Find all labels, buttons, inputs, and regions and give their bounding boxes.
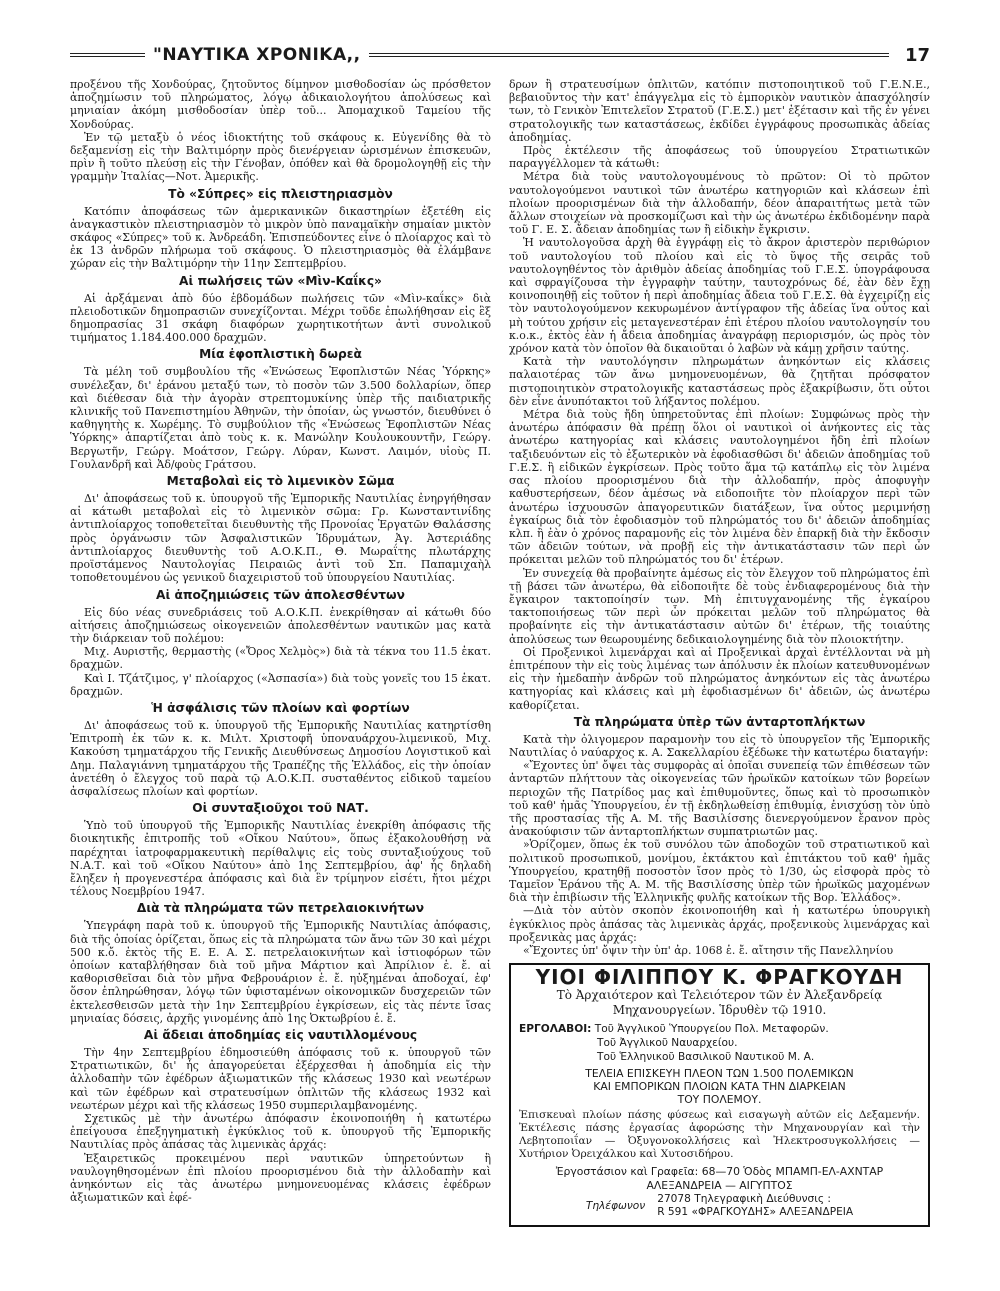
ad-subtitle-line: Μηχανουργείων. Ἱδρυθὲν τῷ 1910. <box>612 1003 827 1018</box>
ad-title: ΥΙΟΙ ΦΙΛΙΠΠΟΥ Κ. ΦΡΑΓΚΟΥΔΗ <box>535 965 904 990</box>
header-rule-left <box>70 53 145 57</box>
left-column <box>70 78 491 1268</box>
article-paragraph: Κατόπιν ἀποφάσεως τῶν ἀμερικανικῶν δικαστηρίων ἐξετέθη εἰς ἀναγκαστικὸν πλειστηριασμὸν τὸ μικρὸν ὑπὸ παναμαϊκὴν σημαίαν μικτὸν σκάφος «Σύπρες» τοῦ κ. Ἀνδρεάδη. Ἐπισπεύδοντες εἶνε ὁ πλοίαρχος καὶ τὸ ἐκ 13 ἀνδρῶν πλήρωμα τοῦ σκάφους. Ὁ πλειστηριασμὸς θὰ ἐλάμβανε χώραν εἰς τὴν Βαλτιμόρην τὴν 11ην Σεπτεμβρίου. <box>70 204 491 271</box>
ad-contractor: Τοῦ Ἀγγλικοῦ Ὑπουργείου Πολ. Μεταφορῶν. <box>594 1023 829 1036</box>
ad-contractors <box>519 1022 920 1064</box>
article-paragraph: Κατὰ τὴν ὀλιγομερον παραμονὴν του εἰς τὸ ὑπουργεῖον τῆς Ἐμπορικῆς Ναυτιλίας ὁ ναύαρχος κ. Α. Σακελλαρίου ἐξέδωκε τὴν κατωτέρω διαταγήν: <box>509 732 930 759</box>
page-number: 17 <box>904 44 930 66</box>
article-paragraph: Ἡ ναυτολογοῦσα ἀρχὴ θὰ ἐγγράφῃ εἰς τὸ ἄκρον ἀριστερὸν περιθώριον τοῦ ναυτολογίου τοῦ πλοίου καὶ εἰς τὸ ὕψος τῆς σειρᾶς τοῦ ναυτολογηθέντος τὸν ἀριθμὸν ἀδείας ἀποδημίας τοῦ Γ.Ε.Σ. ὑπογράφουσα καὶ σφραγίζουσα τὴν ἐγγραφὴν ταύτην, ταυτοχρόνως δέ, ἐὰν δὲν ἔχῃ κοινοποιηθῇ εἰς τοῦτον ἡ περὶ ἀποδημίας ἄδεια τοῦ Γ.Ε.Σ. θὰ ἐγχειρίζῃ εἰς τὸν ναυτολογούμενον κεκυρωμένον ἀντίγραφον τῆς ἀδείας ἵνα οὗτος καὶ μὴ τούτου χρήσιν εἰς μεταγενεστέραν ἐπὶ ἑτέρου πλοίου ναυτολογησίν του κ.ο.κ., ἐκτὸς ἐὰν ἡ ἄδεια ἀποδημίας ἀναγράφῃ περιορισμόν, ὡς πρὸς τὸν χρόνον κατὰ τὸν ὁποῖον θὰ δικαιοῦται ὁ λαβὼν νὰ κάμῃ χρῆσιν ταύτης. <box>509 236 930 356</box>
article-paragraph: Πρὸς ἐκτέλεσιν τῆς ἀποφάσεως τοῦ ὑπουργείου Στρατιωτικῶν παραγγέλλομεν τὰ κάτωθι: <box>509 144 930 171</box>
article-paragraph: Ἐξαιρετικῶς προκειμένου περὶ ναυτικῶν ὑπηρετούντων ἢ ναυλογηθησομένων ἐπὶ πλοίου προορισμένου διὰ τὴν ἀλλοδαπὴν καὶ ἀνηκόντων εἰς τὰς ἀνωτέρω μνημονευομένας κλάσεις ἐφέδρων ἀξιωματικῶν καὶ ἐφέ- <box>70 1151 491 1205</box>
ad-caps-line: ΤΟΥ ΠΟΛΕΜΟΥ. <box>677 1093 762 1107</box>
article-heading-sypres: Τὸ «Σύπρες» εἰς πλειστηριασμὸν <box>168 186 393 201</box>
right-column <box>509 78 930 1268</box>
ad-caps-line: ΚΑΙ ΕΜΠΟΡΙΚΩΝ ΠΛΟΙΩΝ ΚΑΤΑ ΤΗΝ ΔΙΑΡΚΕΙΑΝ <box>593 1080 846 1094</box>
article-paragraph: Τὰ μέλη τοῦ συμβουλίου τῆς «Ἑνώσεως Ἐφοπλιστῶν Νέας Ὑόρκης» συνέλεξαν, δι' ἐράνου μεταξύ των, τὸ ποσὸν τῶν 3.500 δολλαρίων, ὅπερ καὶ διέθεσαν διὰ τὴν ἀγορὰν στρεπτομυκίνης ὑπὲρ τῆς παιδιατρικῆς κλινικῆς τοῦ Πανεπιστημίου Ἀθηνῶν, τὴν ὁποίαν, ὡς γνωστόν, διευθύνει ὁ καθηγητὴς κ. Χωρέμης. Τὸ συμβούλιον τῆς «Ἑνώσεως Ἐφοπλιστῶν Νέας Ὑόρκης» ἀπαρτίζεται ἀπὸ τοὺς κ. κ. Μανώλην Κουλουκουντῆν, Γεώργ. Βεργωτῆν, Γεώργ. Μοάτσον, Γεώργ. Λύραν, Κωνστ. Λαιμόν, υἱοὺς Π. Γουλανδρῆ καὶ Ἀδ/φοὺς Γράτσου. <box>70 365 491 471</box>
page-header <box>70 40 930 70</box>
ad-contractor: Τοῦ Ἑλληνικοῦ Βασιλικοῦ Ναυτικοῦ Μ. Α. <box>597 1051 815 1064</box>
article-heading-min-kaiks: Αἱ πωλήσεις τῶν «Μὶν-Καΐκς» <box>179 273 382 288</box>
ad-repair-notice <box>519 1067 920 1106</box>
ad-phone-line: R 591 «ΦΡΑΓΚΟΥΔΗΣ» ΑΛΕΞΑΝΔΡΕΙΑ <box>657 1206 854 1219</box>
article-paragraph: Κατὰ τὴν ναυτολόγησιν πληρωμάτων ἀνηκόντων εἰς κλάσεις παλαιοτέρας τῶν ἄνω μνημονευομένων, θὰ ζητῆται πρόσφατον πιστοποιητικὸν στρατολογικῆς καταστάσεως πρὸς ἐξακρίβωσιν, ὅτι οὗτοι δὲν εἶνε ἀνυπότακτοι τοῦ λήξαντος πολέμου. <box>509 355 930 408</box>
article-heading-guerrilla-victims: Τὰ πληρώματα ὑπὲρ τῶν ἀνταρτοπλήκτων <box>573 714 866 729</box>
ad-phone <box>519 1193 920 1219</box>
article-paragraph: Οἱ Προξενικοὶ λιμενάρχαι καὶ αἱ Προξενικαὶ ἀρχαὶ ἐντέλλονται νὰ μὴ ἐπιτρέπουν τὴν εἰς τοὺς λιμένας των ἀπόλυσιν ἐκ πλοίων κατευθυνομένων εἰς τὴν ἡμεδαπὴν ἀνδρῶν τοῦ πληρώματος ἀνηκόντων εἰς τὰς ἀνωτέρω κατηγορίας καὶ κλάσεις καὶ μὴ ἐφοδιασμένων δι' ἀδειῶν, ὡς ἀνωτέρω καθορίζεται. <box>509 645 930 712</box>
ad-phone-label: Τηλέφωνον <box>585 1199 646 1212</box>
list-item: Μιχ. Αυριστῆς, θερμαστὴς («Ὄρος Χελμὸς») διὰ τὰ τέκνα του 11.5 ἑκατ. δραχμῶν. <box>70 645 491 672</box>
article-heading-leave: Αἱ ἄδειαι ἀποδημίας εἰς ναυτιλλομένους <box>143 1027 418 1042</box>
article-paragraph: Μέτρα διὰ τοὺς ἤδη ὑπηρετοῦντας ἐπὶ πλοίων: Συμφώνως πρὸς τὴν ἀνωτέρω ἀπόφασιν θὰ πρέπῃ ὅλοι οἱ ναυτικοὶ οἱ ἀνήκοντες εἰς τὰς ἀνωτέρω κατηγορίας καὶ κλάσεις ναυτολογημένοι ἤδη ἐπὶ πλοίων ταξιδευόντων εἰς τὸ ἐξωτερικὸν νὰ ἐφοδιασθῶσι δι' ἀδειῶν ἀποδημίας τοῦ Γ.Ε.Σ. ἢ εἰδικῶν ἐγκρίσεων. Πρὸς τοῦτο ἅμα τῷ κατάπλῳ εἰς τὸν λιμένα σας πλοίου προορισμένου διὰ τὴν ἀλλοδαπήν, πρὸς ἀποφυγὴν καθυστερήσεων, δέον ἀμέσως νὰ ειδοποιῆτε τὸν πλοίαρχον περὶ τῶν ἀνωτέρω ἰσχυουσῶν ἀπαγορευτικῶν διατάξεων, ἵνα οὗτος μεριμνήσῃ ἐγκαίρως διὰ τὸν ἐφοδιασμὸν τοῦ πληρώματός του δι' ἀδειῶν ἀποδημίας κλπ. ἢ ἐὰν ὁ χρόνος παραμονῆς εἰς τὸν λιμένα δὲν ἐπαρκῇ διὰ τὴν ἔκδοσιν τῶν ἀδειῶν τούτων, νὰ προβῇ εἰς τὴν ἀντικατάστασιν τῶν περὶ ὧν πρόκειται μελῶν τοῦ πληρώματός του δι' ἑτέρων. <box>509 408 930 567</box>
article-paragraph: Εἰς δύο νέας συνεδριάσεις τοῦ Α.Ο.Κ.Π. ἐνεκρίθησαν αἱ κάτωθι δύο αἰτήσεις ἀποζημιώσεως οἰκογενειῶν ἀπολεσθέντων ναυτικῶν μας κατὰ τὴν διάρκειαν τοῦ πολέμου: <box>70 605 491 645</box>
ad-phone-line: 27078 Τηλεγραφικὴ Διεύθυνσις : <box>657 1193 831 1206</box>
article-paragraph: Μέτρα διὰ τοὺς ναυτολογουμένους τὸ πρῶτον: Οἱ τὸ πρῶτον ναυτολογούμενοι ναυτικοὶ τῶν ἀνωτέρω κατηγοριῶν καὶ κλάσεων ἐπὶ πλοίων προορισμένων διὰ τὴν ἀλλοδαπήν, δέον ἀπαραιτήτως μετὰ τῶν ἄλλων στοιχείων νὰ προσκομίζωσι καὶ τὴν ὡς ἀνωτέρω ἐκδιδομένην παρὰ τοῦ Γ. Ε. Σ. ἄδειαν ἀποδημίας των ἢ εἰδικὴν ἔγκρισιν. <box>509 170 930 237</box>
ad-address <box>519 1165 920 1193</box>
ad-address-line: ΑΛΕΞΑΝΔΡΕΙΑ — ΑΙΓΥΠΤΟΣ <box>646 1179 793 1193</box>
ad-contractor: Τοῦ Ἀγγλικοῦ Ναυαρχείου. <box>597 1037 738 1050</box>
article-paragraph: —Διὰ τὸν αὐτὸν σκοπὸν ἐκοινοποιήθη καὶ ἡ κατωτέρω ὑπουργικὴ ἐγκύκλιος πρὸς ἁπάσας τὰς λιμενικὰς ἀρχάς, προξενικοὺς λιμενάρχας καὶ προξενικὰς μας ἀρχάς: <box>509 904 930 944</box>
article-heading-donation: Μία ἐφοπλιστικὴ δωρεὰ <box>199 347 362 362</box>
article-paragraph: Σχετικῶς μὲ τὴν ἀνωτέρω ἀπόφασιν ἐκοινοποιήθη ἡ κατωτέρω ἐπείγουσα ἐπεξηγηματικὴ ἐγκύκλιος τοῦ κ. ὑπουργοῦ τῆς Ἐμπορικῆς Ναυτιλίας πρὸς ἁπάσας τὰς λιμενικὰς ἀρχάς: <box>70 1112 491 1152</box>
article-paragraph: Τὴν 4ην Σεπτεμβρίου ἐδημοσιεύθη ἀπόφασις τοῦ κ. ὑπουργοῦ τῶν Στρατιωτικῶν, δι' ἧς ἀπαγορεύεται ἐξέρχεσθαι ἡ ἀποδημία εἰς τὴν ἀλλοδαπὴν τῶν ἐφέδρων ἀξιωματικῶν τῆς κλάσεως 1930 καὶ νεωτέρων καὶ τῶν ἐφέδρων καὶ στρατευσίμων ὁπλιτῶν τῆς κλάσεως 1932 καὶ νεωτέρων μέχρι καὶ τῆς κλάσεως 1950 συμπεριλαμβανομένης. <box>70 1045 491 1112</box>
ad-subtitle-line: Τὸ Ἀρχαιότερον καὶ Τελειότερον τῶν ἐν Ἀλεξανδρείᾳ <box>556 988 883 1003</box>
article-paragraph: προξένου τῆς Χονδούρας, ζητοῦντος δίμηνον μισθοδοσίαν ὡς πρόσθετον ἀποζημίωσιν τοῦ πληρώματος, λόγῳ ἀδικαιολογήτου ἀπολύσεως καὶ μηνιαίαν ἀκόμη μισθοδοσίαν ὑπὲρ τοῦ... Ἀπομαχικοῦ Ταμείου τῆς Χονδούρας. <box>70 78 491 131</box>
header-rule-right <box>369 53 889 57</box>
article-heading-compensation: Αἱ ἀποζημιώσεις τῶν ἀπολεσθέντων <box>156 587 405 602</box>
columns <box>70 78 930 1268</box>
list-item: Καὶ Ι. Τζάτζιμος, γ' πλοίαρχος («Ἀσπασία») διὰ τοὺς γονεῖς του 15 ἑκατ. δραχμῶν. <box>70 671 491 698</box>
article-paragraph: Ἐν συνεχείᾳ θὰ προβαίνητε ἀμέσως εἰς τὸν ἔλεγχον τοῦ πληρώματος ἐπὶ τῇ βάσει τῶν ἀνωτέρω, θὰ εἰδοποιῆτε δὲ τοὺς ἐνδιαφερομένους διὰ τὴν ἔγκαιρον τακτοποίησίν των. Μὴ ἐπιτυγχανομένης τῆς ἐγκαίρου τακτοποιήσεως τῶν περὶ ὧν πρόκειται μελῶν τοῦ πληρώματος θὰ προβαίνητε εἰς τὴν ἀντικατάστασιν αὐτῶν δι' ἑτέρων, τῆς τοιαύτης ἀπολύσεως των θεωρουμένης δεδικαιολογημένης διὰ τὸν πλοιοκτήτην. <box>509 566 930 646</box>
article-paragraph: «Ἔχοντες ὑπ' ὄψει τὰς συμφορὰς αἱ ὁποῖαι συνεπείᾳ τῶν ἐπιθέσεων τῶν ἀνταρτῶν πλήττουν τὰς οἰκογενείας τῶν ἡρωϊκῶν κατοίκων τῶν βορείων περιοχῶν τῆς Πατρίδος μας καὶ ἐπιθυμοῦντες, ὅπως καὶ τὸ προσωπικὸν τοῦ καθ' ἡμᾶς Ὑπουργείου, ἐν τῇ ἐκδηλωθείσῃ ἐπιθυμίᾳ, ἐνισχύσῃ τὸν ὑπὸ τῆς προστασίας τῆς Α. Μ. τῆς Βασιλίσσης διενεργούμενον ἔρανον πρὸς ἀνακούφισιν τῶν ἀνταρτοπλήκτων συμπατριωτῶν μας. <box>509 759 930 839</box>
article-heading-crews: Διὰ τὰ πληρώματα τῶν πετρελαιοκινήτων <box>136 901 425 916</box>
article-heading-insurance: Ἡ ἀσφάλισις τῶν πλοίων καὶ φορτίων <box>151 700 410 715</box>
article-heading-pensioners: Οἱ συνταξιοῦχοι τοῦ ΝΑΤ. <box>192 801 369 816</box>
ad-address-line: Ἐργοστάσιον καὶ Γραφεῖα: 68—70 Ὁδὸς ΜΠΑΜΠ-ΕΛ-ΑΧΝΤΑΡ <box>555 1165 884 1179</box>
ad-phone-values <box>657 1193 853 1219</box>
article-paragraph: Αἱ ἀρξάμεναι ἀπὸ δύο ἑβδομάδων πωλήσεις τῶν «Μὶν-καΐκς» διὰ πλειοδοτικῶν δημοπρασιῶν συνεχίζονται. Μέχρι τοῦδε ἐπωλήθησαν εἰς ἓξ δημοπρασίας 31 σκάφη διαφόρων χωρητικοτήτων ἀντὶ συνολικοῦ τιμήματος 1.184.400.000 δραχμῶν. <box>70 291 491 345</box>
article-paragraph: δρων ἢ στρατευσίμων ὁπλιτῶν, κατόπιν πιστοποιητικοῦ τοῦ Γ.Ε.Ν.Ε., βεβαιοῦντος τὴν κατ' ἐπάγγελμα εἰς τὸ ἐμπορικὸν ναυτικὸν ἀπασχόλησίν των, τὸ Γενικὸν Ἐπιτελεῖον Στρατοῦ (Γ.Ε.Σ.) μετ' ἐξέτασιν καὶ τῆς ἐν γένει στρατολογικῆς των καταστάσεως, ἐκδίδει ἐγγράφους προσωπικὰς ἀδείας ἀποδημίας. <box>509 78 930 144</box>
article-paragraph: Δι' ἀποφάσεως τοῦ κ. ὑπουργοῦ τῆς Ἐμπορικῆς Ναυτιλίας κατηρτίσθη Ἐπιτροπὴ ἐκ τῶν κ. κ. Μιλτ. Χριστοφῆ ὑποναυάρχου-λιμενικοῦ, Μιχ. Κακούση τμηματάρχου τῆς Γενικῆς Διευθύνσεως Δημοσίου Λογιστικοῦ καὶ Δημ. Παλαγιάννη τμηματάρχου τῆς Τραπέζης τῆς Ἑλλάδος, εἰς τὴν ὁποίαν ἀνετέθη ὁ ἔλεγχος τοῦ παρὰ τῷ Α.Ο.Κ.Π. συσταθέντος εἰδικοῦ ταμείου ἀσφαλίσεως πλοίων καὶ φορτίων. <box>70 718 491 798</box>
article-paragraph: »Ὁρίζομεν, ὅπως ἐκ τοῦ συνόλου τῶν ἀποδοχῶν τοῦ στρατιωτικοῦ καὶ πολιτικοῦ προσωπικοῦ, μονίμου, ἐκτάκτου καὶ ἐπιτάκτου τοῦ καθ' ἡμᾶς Ὑπουργείου, κρατηθῇ ποσοστὸν ἴσον πρὸς τὸ 1/30, ὡς εἰσφορὰ πρὸς τὸ Ταμεῖον Ἐράνου τῆς Α. Μ. τῆς Βασιλίσσης ὑπὲρ τῶν ἡρωϊκῶς μαχομένων διὰ τὴν ἐπιβίωσιν τῆς Ἑλληνικῆς φυλῆς κατοίκων τῆς Βορ. Ἑλλάδος». <box>509 838 930 905</box>
ad-contractors-label: ΕΡΓΟΛΑΒΟΙ: <box>519 1023 592 1036</box>
article-paragraph: Ὑπεγράφη παρὰ τοῦ κ. ὑπουργοῦ τῆς Ἐμπορικῆς Ναυτιλίας ἀπόφασις, διὰ τῆς ὁποίας ὁρίζεται, ὅπως εἰς τὰ πληρώματα τῶν ἄνω τῶν 30 καὶ μέχρι 500 κ.ὄ. ἐκτὸς τῆς Ε. Ε. Α. Σ. πετρελαιοκινήτων καὶ ἱστιοφόρων τῶν ὁποίων καταβλήθησαν διὰ τοῦ μῆνα Μάρτιον καὶ Ἀπρίλιον ἑ. ἔ. αἱ καθορισθεῖσαι διὰ τὸν μῆνα Φεβρουάριον ἑ. ἔ. ηὐξημέναι ἀποδοχαί, ἐφ' ὅσον ἐπληρώθησαν, λόγῳ τῶν ὑφισταμένων οἰκονομικῶν δυσχερειῶν τῶν ἐκτελεσθεισῶν μετὰ τὴν 1ην Σεπτεμβρίου ἐγκρίσεων, εἰς τὰς πέντε ἴσας μηνιαίας δόσεις, ἀρχῆς γινομένης ἀπὸ 1ης Ὀκτωβρίου ἑ. ἔ. <box>70 919 491 1025</box>
ad-subtitle <box>519 988 920 1018</box>
article-paragraph: «Ἔχοντες ὑπ' ὄψιν τὴν ὑπ' ἀρ. 1068 ἑ. ἔ. αἴτησιν τῆς Πανελληνίου <box>523 944 894 957</box>
article-paragraph: Ἐν τῷ μεταξὺ ὁ νέος ἰδιοκτήτης τοῦ σκάφους κ. Εὐγενίδης θὰ τὸ δεξαμενίσῃ εἰς τὴν Βαλτιμόρην πρὸς διενέργειαν ὡρισμένων ἐπισκευῶν, πρὶν ἢ τοῦτο πλεύσῃ εἰς τὴν Γένοβαν, ὁπόθεν καὶ θὰ δρομολογηθῇ εἰς τὴν γραμμὴν Ἰταλίας—Νοτ. Ἀμερικῆς. <box>70 130 491 184</box>
advertisement-box <box>509 963 930 1227</box>
ad-caps-line: ΤΕΛΕΙΑ ΕΠΙΣΚΕΥΗ ΠΛΕΟΝ ΤΩΝ 1.500 ΠΟΛΕΜΙΚΩΝ <box>585 1067 854 1081</box>
publication-title: "ΝΑΥΤΙΚΑ ΧΡΟΝΙΚΑ,, <box>153 45 361 65</box>
article-paragraph: Δι' ἀποφάσεως τοῦ κ. ὑπουργοῦ τῆς Ἐμπορικῆς Ναυτιλίας ἐνηργήθησαν αἱ κάτωθι μεταβολαὶ εἰς τὸ λιμενικὸν σῶμα: Γρ. Κωνσταντινίδης ἀντιπλοίαρχος τοποθετεῖται διευθυντὴς τῆς Προνοίας Ἐργατῶν Θαλάσσης πρὸς ὀργάνωσιν τῶν Ἀσφαλιστικῶν Ἱδρυμάτων, Ἀγ. Ἀστεριάδης ἀντιπλοίαρχος διευθυντὴς τοῦ Α.Ο.Κ.Π., Θ. Μωραΐτης πλωτάρχης προϊστάμενος Ναυτολογίας Πειραιῶς ἀντὶ τοῦ Σπ. Παπαμιχαὴλ τοποθετουμένου ὡς γενικοῦ διαχειριστοῦ τοῦ ὑπουργείου Ναυτιλίας. <box>70 492 491 585</box>
ad-services: Ἐπισκευαὶ πλοίων πάσης φύσεως καὶ εισαγωγὴ αὐτῶν εἰς Δεξαμενήν. Ἐκτέλεσις πάσης ἐργασίας ἀφορώσης τὴν Μηχανουργίαν καὶ τὴν Λεβητοποιΐαν — Ὀξυγονοκολλήσεις καὶ Ἠλεκτροσυγκολλήσεις — Χυτήριον Ὀρειχάλκου καὶ Χυτοσιδήρου. <box>519 1109 920 1161</box>
article-heading-port-corps: Μεταβολαὶ εἰς τὸ λιμενικὸν Σῶμα <box>166 474 395 489</box>
article-paragraph: Ὑπὸ τοῦ ὑπουργοῦ τῆς Ἐμπορικῆς Ναυτιλίας ἐνεκρίθη ἀπόφασις τῆς διοικητικῆς ἐπιτροπῆς τοῦ «Οἴκου Ναύτου», ὅπως ἐξακολουθήσῃ νὰ παρέχηται ἰατροφαρμακευτικὴ περίθαλψις εἰς τοὺς συνταξιούχους τοῦ Ν.Α.Τ. καὶ τοῦ «Οἴκου Ναύτου» ἀπὸ 1ης Σεπτεμβρίου, ἀφ' ἧς δηλαδὴ ἔληξεν ἡ προγενεστέρα ἀπόφασις καὶ διὰ ἓν τρίμηνον εἰσέτι, ἤτοι μέχρι τέλους Νοεμβρίου 1947. <box>70 819 491 899</box>
